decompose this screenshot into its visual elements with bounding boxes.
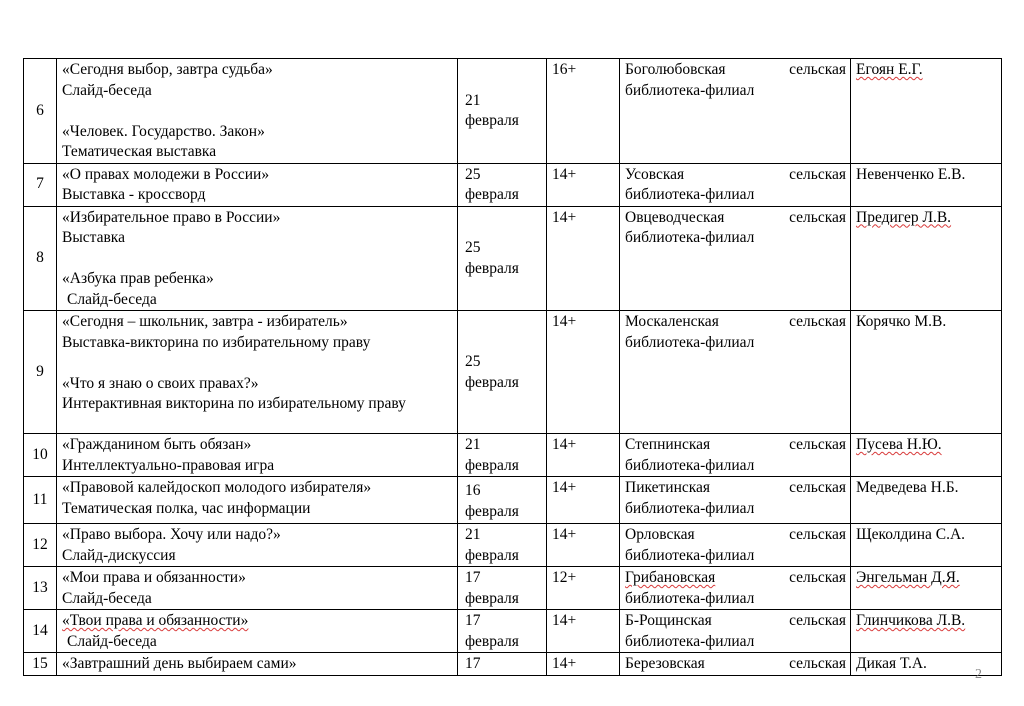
date-day: 21	[465, 526, 481, 543]
table-row	[24, 163, 1002, 206]
age-cell: 12+	[547, 567, 620, 610]
place-kind: сельская	[789, 165, 846, 183]
event-title: «Избирательное право в России»	[62, 208, 281, 226]
place-name: Боголюбовская	[625, 61, 726, 78]
event-cell	[57, 434, 458, 477]
event-cell	[57, 311, 458, 434]
row-number: 8	[24, 206, 57, 311]
date-cell	[458, 163, 547, 206]
date-month: февраля	[465, 502, 519, 520]
place-cell	[620, 477, 851, 524]
place-kind: сельская	[789, 208, 846, 226]
date-month: февраля	[465, 456, 519, 474]
age-cell: 14+	[547, 434, 620, 477]
age-cell: 14+	[547, 206, 620, 311]
row-number: 11	[24, 477, 57, 524]
age-cell: 14+	[547, 311, 620, 434]
place-cell	[620, 206, 851, 311]
place-kind: сельская	[789, 526, 846, 543]
person-cell	[851, 206, 1002, 311]
place-kind: сельская	[789, 655, 846, 672]
event-cell	[57, 163, 458, 206]
row-number: 9	[24, 311, 57, 434]
event-cell	[57, 610, 458, 653]
date-month: февраля	[465, 186, 519, 203]
date-day: 16	[465, 482, 481, 499]
age-cell: 14+	[547, 163, 620, 206]
event-cell	[57, 524, 458, 567]
place-line2: библиотека-филиал	[625, 589, 755, 607]
age-cell: 14+	[547, 610, 620, 653]
date-cell	[458, 59, 547, 164]
date-month: февраля	[465, 632, 519, 650]
event-type: Тематическая полка, час информации	[62, 499, 311, 517]
date-cell	[458, 311, 547, 434]
table-row	[24, 524, 1002, 567]
age-cell: 14+	[547, 477, 620, 524]
date-day: 21	[465, 436, 481, 453]
person-cell	[851, 567, 1002, 610]
place-cell	[620, 163, 851, 206]
date-cell	[458, 477, 547, 524]
place-kind: сельская	[789, 436, 846, 453]
event-title: «Сегодня – школьник, завтра - избиратель»	[62, 313, 348, 330]
event-title: «Мои права и обязанности»	[62, 569, 246, 586]
events-table	[23, 58, 1002, 676]
event-title: «Сегодня выбор, завтра судьба»	[62, 61, 273, 78]
table-row	[24, 610, 1002, 653]
person-name: Глинчикова Л.В.	[856, 612, 966, 629]
place-kind: сельская	[789, 61, 846, 78]
event-type: Слайд-беседа	[62, 81, 152, 99]
place-name: Москаленская	[625, 313, 719, 330]
person-cell	[851, 434, 1002, 477]
event-type: Слайд-беседа	[67, 632, 157, 650]
person-cell	[851, 59, 1002, 164]
age-cell: 14+	[547, 524, 620, 567]
place-kind: сельская	[789, 569, 846, 586]
event-type: Интеллектуально-правовая игра	[62, 456, 275, 474]
date-day: 25	[465, 353, 481, 370]
row-number: 15	[24, 653, 57, 676]
event-title: «Правовой калейдоскоп молодого избирателя»	[62, 479, 372, 496]
place-line2: библиотека-филиал	[625, 186, 755, 203]
event-title: «Завтрашний день выбираем сами»	[62, 655, 297, 672]
date-day: 21	[465, 91, 481, 109]
row-number: 10	[24, 434, 57, 477]
place-line2: библиотека-филиал	[625, 81, 755, 99]
place-kind: сельская	[789, 479, 846, 496]
event-title: «О правах молодежи в России»	[62, 165, 270, 183]
place-cell	[620, 311, 851, 434]
place-name: Степнинская	[625, 436, 711, 453]
date-month: февраля	[465, 373, 519, 391]
event-type: Выставка - кроссворд	[62, 186, 206, 203]
table-row	[24, 477, 1002, 524]
date-month: февраля	[465, 546, 519, 564]
date-day: 17	[465, 569, 481, 586]
place-name: Пикетинская	[625, 479, 711, 496]
place-line2: библиотека-филиал	[625, 456, 755, 474]
person-name: Дикая Т.А.	[856, 655, 927, 672]
place-kind: сельская	[789, 612, 846, 629]
place-line2: библиотека-филиал	[625, 333, 755, 351]
date-cell	[458, 434, 547, 477]
place-cell	[620, 434, 851, 477]
event-cell	[57, 59, 458, 164]
date-day: 17	[465, 655, 481, 672]
event-cell	[57, 567, 458, 610]
person-name: Энгельман Д.Я.	[856, 569, 960, 586]
place-line2: библиотека-филиал	[625, 229, 755, 246]
table-row	[24, 206, 1002, 311]
event-title: «Право выбора. Хочу или надо?»	[62, 526, 281, 543]
place-cell	[620, 610, 851, 653]
person-name: Медведева Н.Б.	[856, 479, 959, 496]
event-type: Интерактивная викторина по избирательному праву	[62, 395, 406, 412]
event-type: Выставка	[62, 229, 125, 246]
place-line2: библиотека-филиал	[625, 499, 755, 517]
place-name: Орловская	[625, 526, 695, 543]
event-title: «Азбука прав ребенка»	[62, 270, 214, 287]
person-cell	[851, 311, 1002, 434]
person-name: Корячко М.В.	[856, 313, 947, 330]
date-cell	[458, 206, 547, 311]
person-cell	[851, 163, 1002, 206]
date-cell	[458, 524, 547, 567]
event-title: «Гражданином быть обязан»	[62, 436, 252, 453]
row-number: 7	[24, 163, 57, 206]
date-day: 25	[465, 165, 481, 183]
row-number: 12	[24, 524, 57, 567]
place-cell	[620, 524, 851, 567]
event-title: «Человек. Государство. Закон»	[62, 122, 265, 140]
event-cell	[57, 477, 458, 524]
table-row	[24, 59, 1002, 164]
event-type: Тематическая выставка	[62, 143, 217, 160]
place-line2: библиотека-филиал	[625, 546, 755, 564]
place-line2: библиотека-филиал	[625, 632, 755, 650]
date-month: февраля	[465, 589, 519, 607]
place-name: Усовская	[625, 165, 685, 183]
date-day: 17	[465, 612, 481, 629]
person-cell	[851, 610, 1002, 653]
age-cell: 14+	[547, 653, 620, 676]
event-type: Слайд-беседа	[62, 589, 152, 607]
place-cell	[620, 567, 851, 610]
person-name: Егоян Е.Г.	[856, 61, 923, 78]
person-name: Предигер Л.В.	[856, 208, 952, 226]
event-type: Слайд-дискуссия	[62, 546, 176, 564]
place-name: Грибановская	[625, 569, 716, 586]
place-cell	[620, 59, 851, 164]
place-kind: сельская	[789, 313, 846, 330]
date-month: февраля	[465, 259, 519, 277]
person-name: Пусева Н.Ю.	[856, 436, 942, 453]
event-type: Слайд-беседа	[67, 290, 157, 308]
place-name: Овцеводческая	[625, 208, 725, 226]
person-cell	[851, 477, 1002, 524]
event-title: «Что я знаю о своих правах?»	[62, 374, 259, 392]
person-cell	[851, 524, 1002, 567]
person-name: Щеколдина С.А.	[856, 526, 966, 543]
date-day: 25	[465, 239, 481, 257]
event-cell	[57, 206, 458, 311]
page-number: 2	[975, 667, 982, 682]
table-row	[24, 311, 1002, 434]
date-cell	[458, 653, 547, 676]
row-number: 13	[24, 567, 57, 610]
person-name: Невенченко Е.В.	[856, 165, 966, 183]
place-name: Б-Рощинская	[625, 612, 712, 629]
event-cell	[57, 653, 458, 676]
age-cell: 16+	[547, 59, 620, 164]
place-cell	[620, 653, 851, 676]
row-number: 14	[24, 610, 57, 653]
table-row	[24, 653, 1002, 676]
event-type: Выставка-викторина по избирательному праву	[62, 333, 371, 351]
date-month: февраля	[465, 112, 519, 130]
date-cell	[458, 567, 547, 610]
row-number: 6	[24, 59, 57, 164]
table-row	[24, 434, 1002, 477]
event-title: «Твои права и обязанности»	[62, 612, 249, 629]
date-cell	[458, 610, 547, 653]
table-row	[24, 567, 1002, 610]
place-name: Березовская	[625, 655, 705, 672]
